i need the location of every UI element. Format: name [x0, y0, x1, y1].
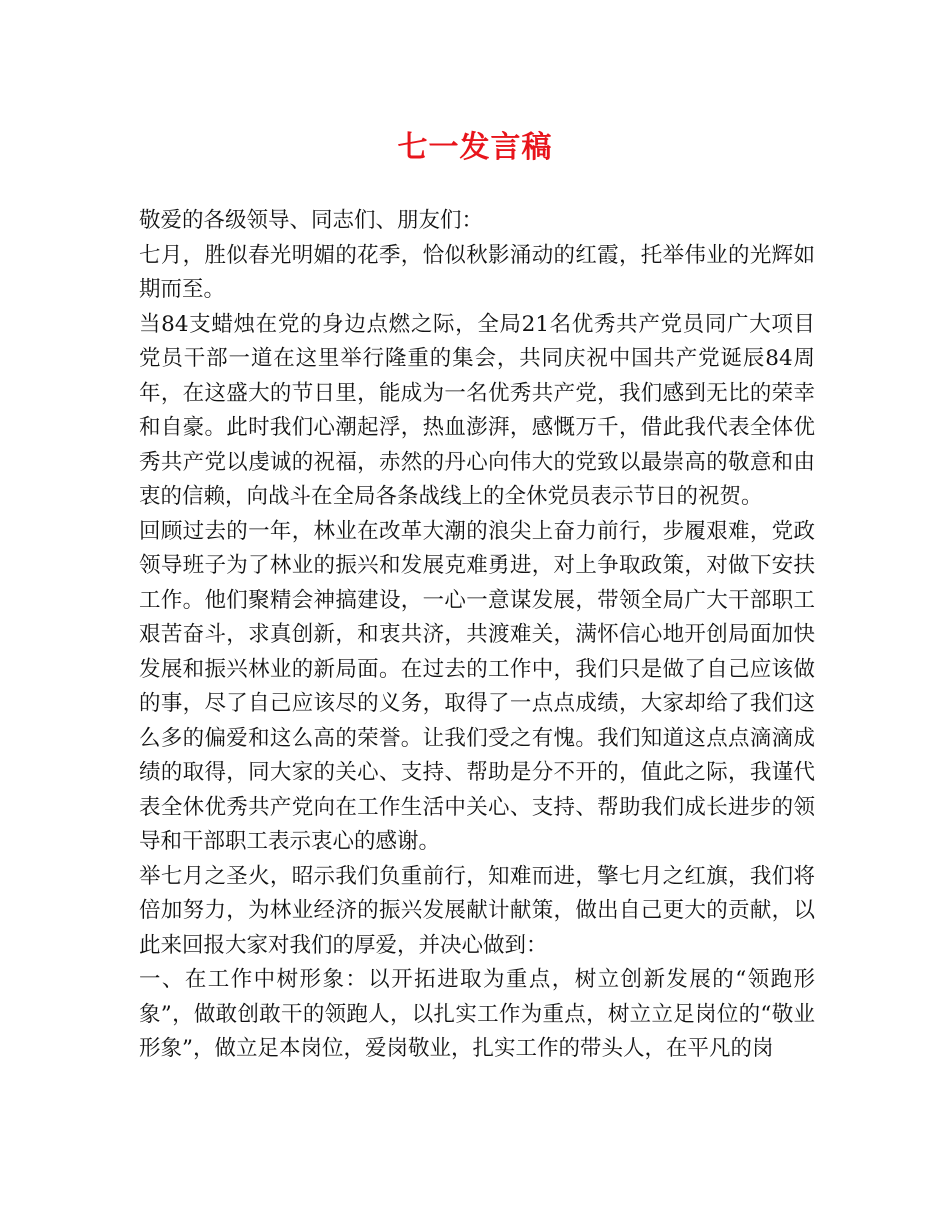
paragraph: 举七月之圣火，昭示我们负重前行，知难而进，擎七月之红旗，我们将倍加努力，为林业经济的振兴发展献计献策，做出自己更大的贡献，以此来回报大家对我们的厚爱，并决心做到： — [139, 863, 815, 958]
document-body — [139, 204, 815, 1067]
paragraph-salutation: 敬爱的各级领导、同志们、朋友们： — [139, 208, 484, 233]
document-title: 七一发言稿 — [397, 130, 553, 165]
paragraph: 一、在工作中树形象：以开拓进取为重点，树立创新发展的“领跑形象”，做敢创敢干的领跑人，以扎实工作为重点，树立立足岗位的“敬业形象”，做立足本岗位，爱岗敬业，扎实工作的带头人，在平凡的岗 — [139, 967, 815, 1061]
paragraph: 回顾过去的一年，林业在改革大潮的浪尖上奋力前行，步履艰难，党政领导班子为了林业的振兴和发展克难勇进，对上争取政策，对做下安扶工作。他们聚精会神搞建设，一心一意谋发展，带领全局广大干部职工艰苦奋斗，求真创新，和衷共济，共渡难关，满怀信心地开创局面加快发展和振兴林业的新局面。在过去的工作中，我们只是做了自己应该做的事，尽了自己应该尽的义务，取得了一点点成绩，大家却给了我们这么多的偏爱和这么高的荣誉。让我们受之有愧。我们知道这点点滴滴成绩的取得，同大家的关心、支持、帮助是分不开的，值此之际，我谨代表全休优秀共产党向在工作生活中关心、支持、帮助我们成长进步的领导和干部职工表示衷心的感谢。 — [139, 518, 815, 854]
paragraph: 当84支蜡烛在党的身边点燃之际，全局21名优秀共产党员同广大项目党员干部一道在这里举行隆重的集会，共同庆祝中国共产党诞辰84周年，在这盛大的节日里，能成为一名优秀共产党，我们感到无比的荣幸和自豪。此时我们心潮起浮，热血澎湃，感慨万千，借此我代表全体优秀共产党以虔诚的祝福，赤然的丹心向伟大的党致以最崇高的敬意和由衷的信赖，向战斗在全局各条战线上的全休党员表示节日的祝贺。 — [139, 311, 815, 509]
paragraph: 七月，胜似春光明媚的花季，恰似秋影涌动的红霞，托举伟业的光辉如期而至。 — [139, 242, 815, 302]
